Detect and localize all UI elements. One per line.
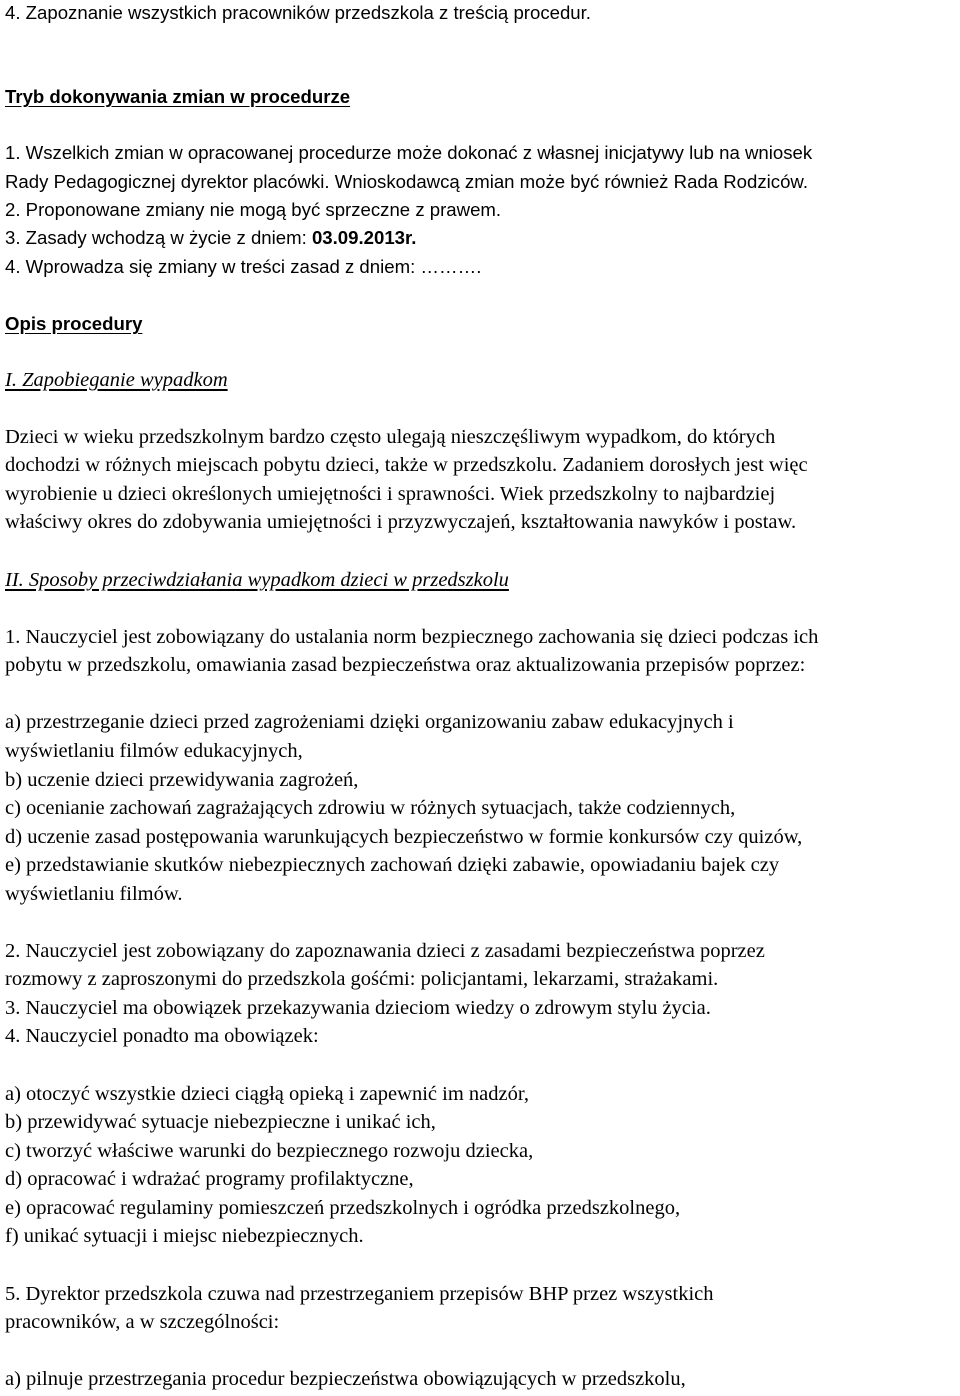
- description-heading: Opis procedury: [5, 313, 143, 334]
- section-1-heading: I. Zapobieganie wypadkom: [5, 369, 228, 391]
- intro-item-4: 4. Zapoznanie wszystkich pracowników przedszkola z treścią procedur.: [5, 2, 591, 23]
- list-item-e-line-2: wyświetlaniu filmów.: [5, 883, 183, 905]
- changes-line-3: 2. Proponowane zmiany nie mogą być sprzeczne z prawem.: [5, 199, 502, 220]
- section-1-paragraph-line-2: dochodzi w różnych miejscach pobytu dzieci, także w przedszkolu. Zadaniem dorosłych jest więc: [5, 454, 808, 476]
- director-duty-a: a) pilnuje przestrzegania procedur bezpieczeństwa obowiązujących w przedszkolu,: [5, 1368, 686, 1390]
- section-2-item-1-line-1: 1. Nauczyciel jest zobowiązany do ustalania norm bezpiecznego zachowania się dzieci podczas ich: [5, 626, 819, 648]
- obligation-c: c) tworzyć właściwe warunki do bezpiecznego rozwoju dziecka,: [5, 1140, 534, 1162]
- obligation-f: f) unikać sytuacji i miejsc niebezpiecznych.: [5, 1225, 364, 1247]
- list-item-a-line-1: a) przestrzeganie dzieci przed zagrożeniami dzięki organizowaniu zabaw edukacyjnych i: [5, 711, 734, 733]
- list-item-e-line-1: e) przedstawianie skutków niebezpiecznych zachowań dzięki zabawie, opowiadaniu bajek czy: [5, 854, 780, 876]
- section-1-paragraph-line-1: Dzieci w wieku przedszkolnym bardzo często ulegają nieszczęśliwym wypadkom, do których: [5, 426, 776, 448]
- list-item-a-line-2: wyświetlaniu filmów edukacyjnych,: [5, 740, 303, 762]
- obligation-e: e) opracować regulaminy pomieszczeń przedszkolnych i ogródka przedszkolnego,: [5, 1197, 681, 1219]
- changes-line-5: 4. Wprowadza się zmiany w treści zasad z dniem: ……….: [5, 256, 482, 277]
- section-2-item-3: 3. Nauczyciel ma obowiązek przekazywania dzieciom wiedzy o zdrowym stylu życia.: [5, 997, 711, 1019]
- section-2-item-2-line-1: 2. Nauczyciel jest zobowiązany do zapoznawania dzieci z zasadami bezpieczeństwa poprzez: [5, 940, 765, 962]
- changes-line-4: [5, 227, 416, 249]
- changes-line-1: 1. Wszelkich zmian w opracowanej procedurze może dokonać z własnej inicjatywy lub na wniosek: [5, 142, 813, 163]
- obligation-a: a) otoczyć wszystkie dzieci ciągłą opieką i zapewnić im nadzór,: [5, 1083, 529, 1105]
- section-2-item-4: 4. Nauczyciel ponadto ma obowiązek:: [5, 1025, 319, 1047]
- changes-line-2: Rady Pedagogicznej dyrektor placówki. Wnioskodawcą zmian może być również Rada Rodziców.: [5, 171, 808, 192]
- changes-effective-date: 03.09.2013r.: [311, 227, 417, 248]
- section-2-item-2-line-2: rozmowy z zaproszonymi do przedszkola gośćmi: policjantami, lekarzami, strażakami.: [5, 968, 719, 990]
- section-2-item-1-line-2: pobytu w przedszkolu, omawiania zasad bezpieczeństwa oraz aktualizowania przepisów poprzez:: [5, 654, 806, 676]
- section-1-paragraph-line-3: wyrobienie u dzieci określonych umiejętności i sprawności. Wiek przedszkolny to najbardziej: [5, 483, 776, 505]
- section-2-item-5-line-2: pracowników, a w szczególności:: [5, 1311, 280, 1333]
- list-item-d: d) uczenie zasad postępowania warunkujących bezpieczeństwo w formie konkursów czy quizów,: [5, 826, 803, 848]
- list-item-c: c) ocenianie zachowań zagrażających zdrowiu w różnych sytuacjach, także codziennych,: [5, 797, 736, 819]
- obligation-b: b) przewidywać sytuacje niebezpieczne i unikać ich,: [5, 1111, 436, 1133]
- section-1-paragraph-line-4: właściwy okres do zdobywania umiejętności i przyzwyczajeń, kształtowania nawyków i postaw.: [5, 511, 797, 533]
- list-item-b: b) uczenie dzieci przewidywania zagrożeń,: [5, 769, 359, 791]
- changes-line-4-text: 3. Zasady wchodzą w życie z dniem:: [5, 227, 312, 248]
- section-2-item-5-line-1: 5. Dyrektor przedszkola czuwa nad przestrzeganiem przepisów BHP przez wszystkich: [5, 1283, 714, 1305]
- section-2-heading: II. Sposoby przeciwdziałania wypadkom dzieci w przedszkolu: [5, 569, 509, 591]
- obligation-d: d) opracować i wdrażać programy profilaktyczne,: [5, 1168, 414, 1190]
- changes-heading: Tryb dokonywania zmian w procedurze: [5, 86, 351, 107]
